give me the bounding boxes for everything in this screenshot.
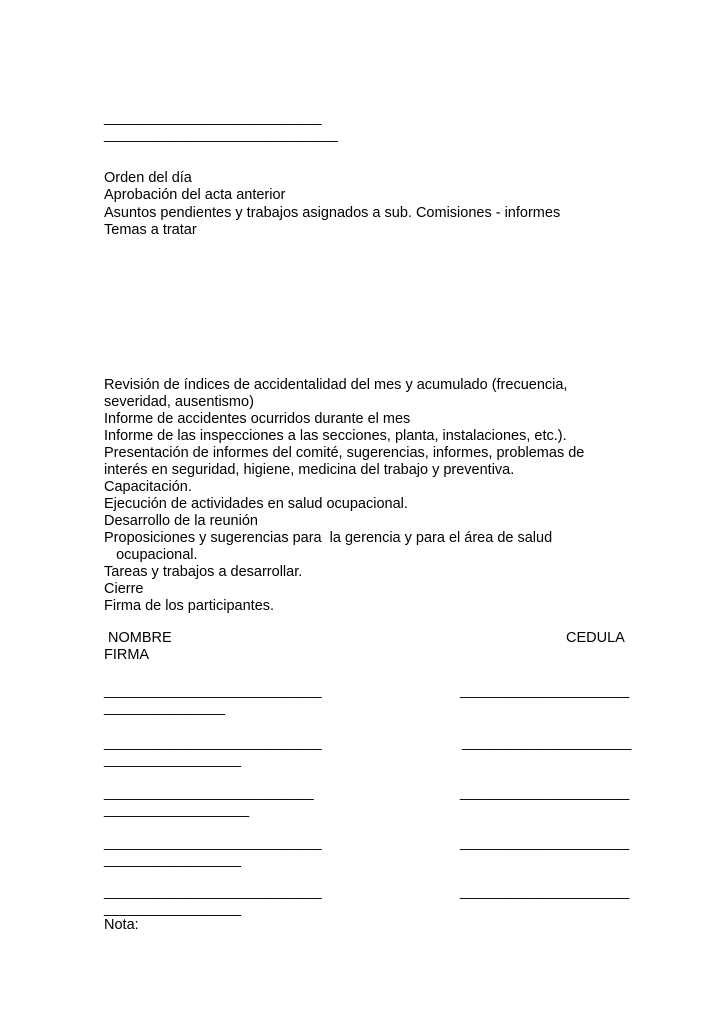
agenda-item: Asuntos pendientes y trabajos asignados a sub. Comisiones - informes [104, 205, 561, 221]
signature-row-firma-line: _________________ [104, 752, 242, 768]
signature-row-firma-line: _________________ [104, 852, 242, 868]
signature-row-nombre-line: ___________________________ [104, 683, 322, 699]
signature-row-firma-line: _______________ [104, 700, 225, 716]
topic-line: Cierre [104, 581, 144, 597]
topic-line: Firma de los participantes. [104, 598, 275, 614]
signature-row-nombre-line: ___________________________ [104, 735, 322, 751]
column-header-firma: FIRMA [104, 647, 150, 663]
signature-row-cedula-line: _____________________ [460, 683, 630, 699]
signature-row-nombre-line: ___________________________ [104, 835, 322, 851]
topic-line: Ejecución de actividades en salud ocupacional. [104, 496, 408, 512]
column-header-cedula: CEDULA [566, 630, 625, 646]
topic-line: Capacitación. [104, 479, 192, 495]
agenda-title: Orden del día [104, 170, 192, 186]
signature-row-firma-line: __________________ [104, 802, 250, 818]
column-header-nombre: NOMBRE [104, 630, 172, 646]
topic-line: Presentación de informes del comité, sugerencias, informes, problemas de [104, 445, 585, 461]
signature-row-cedula-line: _____________________ [462, 735, 632, 751]
header-blank-line-2: _____________________________ [104, 127, 338, 143]
nota-label: Nota: [104, 917, 139, 933]
topic-line: Tareas y trabajos a desarrollar. [104, 564, 303, 580]
signature-row-nombre-line: __________________________ [104, 785, 314, 801]
topic-line: Informe de accidentes ocurridos durante el mes [104, 411, 411, 427]
topic-line: Revisión de índices de accidentalidad del mes y acumulado (frecuencia, [104, 377, 568, 393]
topic-line: interés en seguridad, higiene, medicina del trabajo y preventiva. [104, 462, 515, 478]
signature-row-cedula-line: _____________________ [460, 785, 630, 801]
signature-row-cedula-line: _____________________ [460, 835, 630, 851]
header-blank-line-1: ___________________________ [104, 110, 322, 126]
signature-row-nombre-line: ___________________________ [104, 884, 322, 900]
topic-line: ocupacional. [104, 547, 198, 563]
agenda-item: Aprobación del acta anterior [104, 187, 286, 203]
signature-row-firma-line: _________________ [104, 901, 242, 917]
topic-line: Desarrollo de la reunión [104, 513, 258, 529]
topic-line: Informe de las inspecciones a las secciones, planta, instalaciones, etc.). [104, 428, 567, 444]
topic-line: severidad, ausentismo) [104, 394, 254, 410]
agenda-item: Temas a tratar [104, 222, 197, 238]
topic-line: Proposiciones y sugerencias para la gerencia y para el área de salud [104, 530, 553, 546]
signature-row-cedula-line: _____________________ [460, 884, 630, 900]
